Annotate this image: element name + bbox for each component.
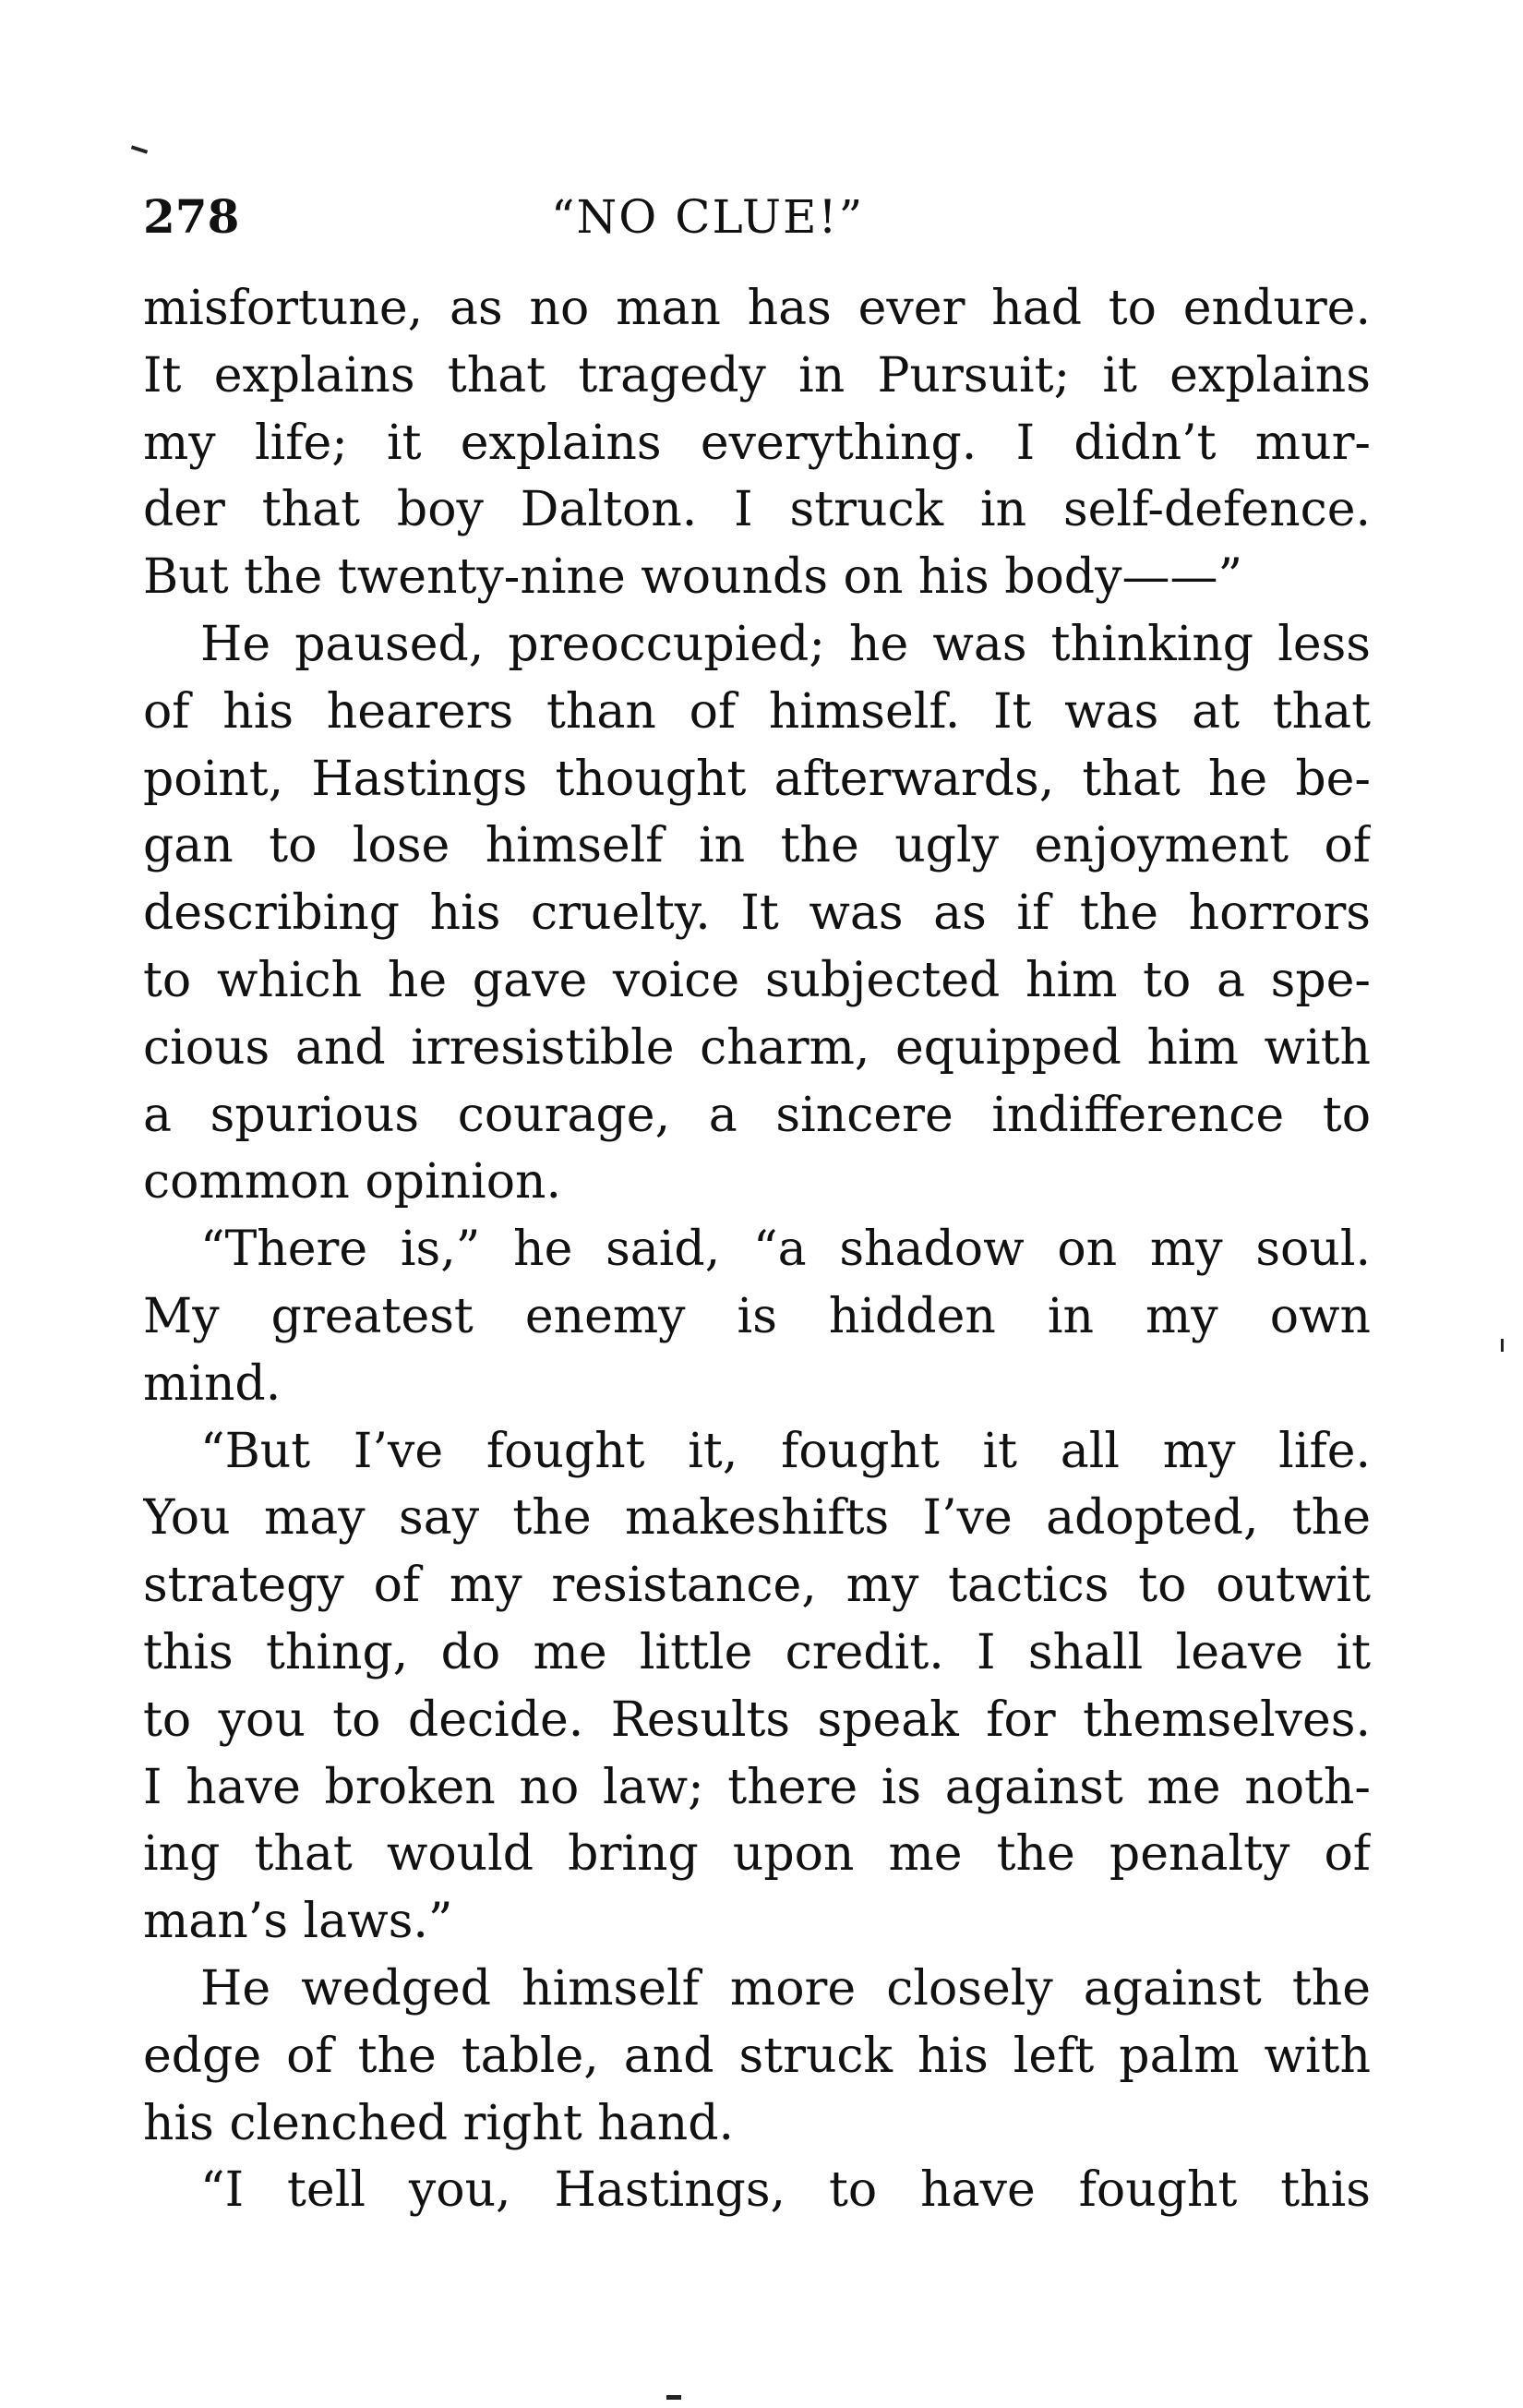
text-line: My greatest enemy is hidden in my own [143,1288,1371,1344]
text-line: It explains that tragedy in Pursuit; it explains [143,347,1371,403]
text-line: I have broken no law; there is against me noth- [143,1759,1371,1815]
text-line: You may say the makeshifts I’ve adopted, the [143,1490,1371,1547]
text-line: man’s laws.” [143,1894,453,1950]
text-line: der that boy Dalton. I struck in self-defence. [143,482,1371,538]
text-line: a spurious courage, a sincere indifference to [143,1087,1371,1143]
text-line: But the twenty-nine wounds on his body——” [143,549,1243,606]
running-head: “NO CLUE!” [551,190,865,244]
text-line: describing his cruelty. It was as if the horrors [143,885,1371,942]
ink-mark [666,2395,681,2400]
text-line: “There is,” he said, “a shadow on my soul. [200,1222,1371,1278]
text-line: He wedged himself more closely against the [200,1960,1371,2017]
text-line: common opinion. [143,1154,562,1210]
text-line: to you to decide. Results speak for themselves. [143,1692,1371,1748]
ink-mark [131,145,148,153]
text-line: He paused, preoccupied; he was thinking less [200,616,1371,672]
text-body [143,275,1371,2224]
text-line: of his hearers than of himself. It was at that [143,683,1371,740]
text-line: edge of the table, and struck his left palm with [143,2028,1371,2084]
ink-mark [1501,1339,1504,1352]
text-line: my life; it explains everything. I didn’t mur- [143,415,1371,471]
text-line: cious and irresistible charm, equipped him with [143,1019,1371,1076]
text-line: to which he gave voice subjected him to a spe- [143,952,1371,1008]
text-line: gan to lose himself in the ugly enjoyment of [143,818,1371,874]
page-number: 278 [143,189,240,244]
text-line: his clenched right hand. [143,2095,735,2151]
text-line: this thing, do me little credit. I shall leave it [143,1624,1371,1680]
text-line: point, Hastings thought afterwards, that he be- [143,751,1371,807]
text-line: ing that would bring upon me the penalty of [143,1826,1371,1883]
text-line: misfortune, as no man has ever had to endure. [143,281,1371,336]
text-line: “I tell you, Hastings, to have fought this [200,2162,1371,2219]
text-line: strategy of my resistance, my tactics to outwit [143,1558,1371,1614]
text-line: “But I’ve fought it, fought it all my life. [200,1423,1371,1479]
page-header [143,185,1380,249]
text-line: mind. [143,1355,282,1412]
